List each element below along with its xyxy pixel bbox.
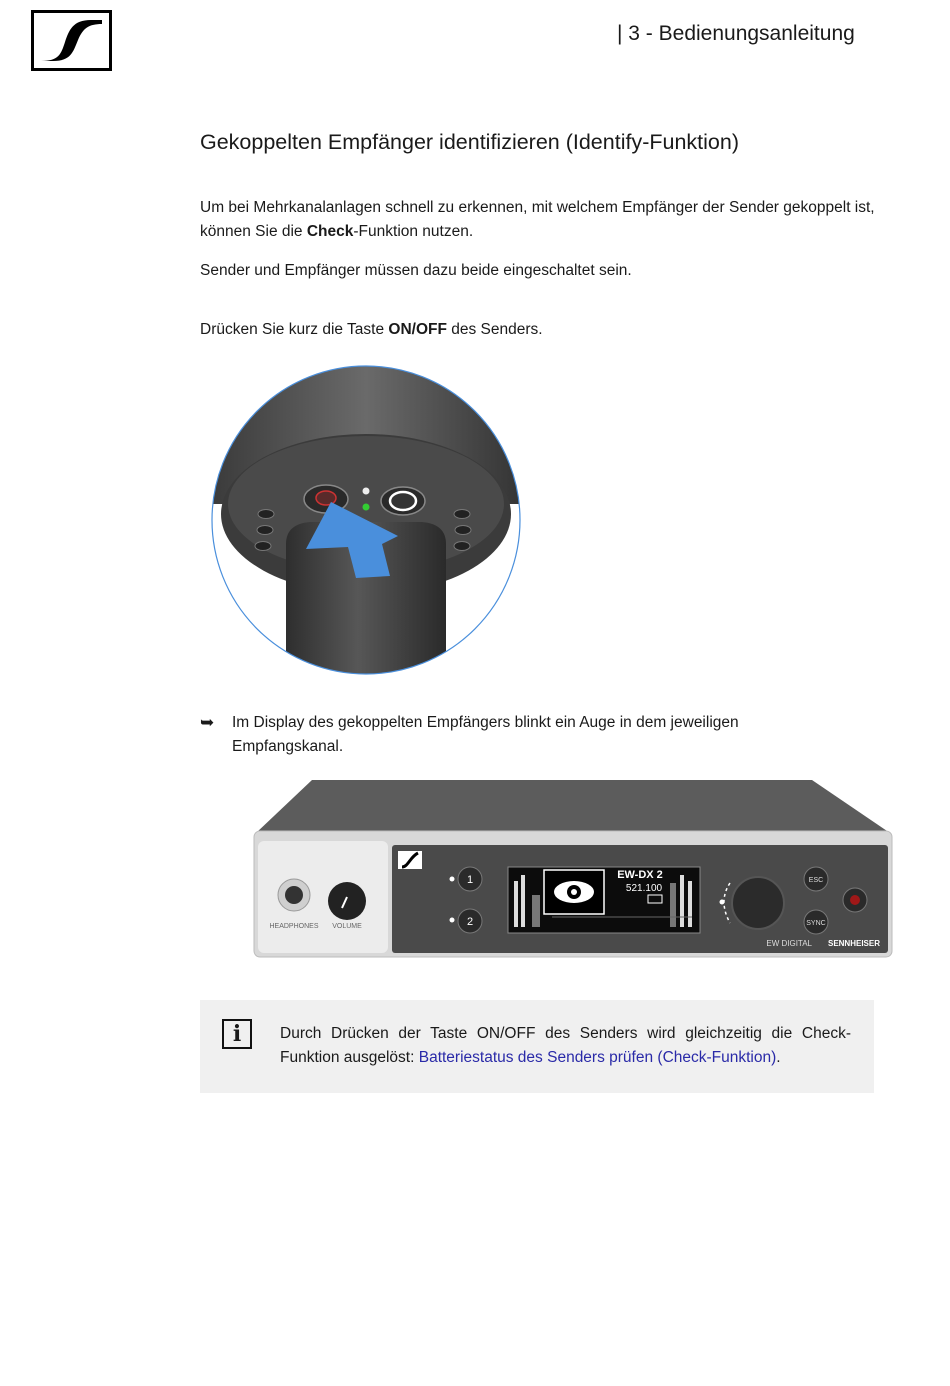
result-paragraph: [200, 711, 832, 759]
display-device-name: EW-DX 2: [617, 869, 663, 881]
info-box: [200, 1000, 874, 1093]
section-title: Gekoppelten Empfänger identifizieren (Identify-Funktion): [200, 130, 739, 154]
battery-check-link[interactable]: Batteriestatus des Senders prüfen (Check-Funktion): [418, 1049, 777, 1066]
sennheiser-logo: [31, 10, 112, 71]
channel-1-label: 1: [466, 874, 474, 886]
sync-label: SYNC: [806, 920, 826, 927]
result-arrow-icon: ➥: [200, 713, 215, 732]
requirement-paragraph: Sender und Empfänger müssen dazu beide eingeschaltet sein.: [200, 262, 632, 279]
receiver-illustration: [252, 775, 894, 961]
esc-label: ESC: [808, 877, 824, 884]
result-text: Im Display des gekoppelten Empfängers blinkt ein Auge in dem jeweiligen Empfangskanal.: [232, 714, 739, 755]
volume-label: VOLUME: [332, 923, 362, 930]
series-label: EW DIGITAL: [766, 939, 812, 948]
info-icon: i: [222, 1019, 252, 1049]
instruction-paragraph: Drücken Sie kurz die Taste ON/OFF des Senders.: [200, 321, 543, 338]
document-header-title: | 3 - Bedienungsanleitung: [617, 22, 855, 45]
transmitter-button-illustration: [210, 364, 522, 676]
display-frequency: 521.100: [625, 883, 663, 894]
brand-label: SENNHEISER: [827, 939, 880, 948]
channel-2-label: 2: [466, 916, 474, 928]
intro-paragraph: Um bei Mehrkanalanlagen schnell zu erkennen, mit welchem Empfänger der Sender gekoppelt ist, können Sie die Check-Funktion nutzen.: [200, 199, 875, 240]
onoff-keyword: ON/OFF: [388, 321, 447, 338]
info-text: Durch Drücken der Taste ON/OFF des Senders wird gleichzeitig die Check-Funktion ausgelöst: Batteriestatus des Senders prüfen (Check-Funktion).: [280, 1025, 851, 1066]
headphones-label: HEADPHONES: [269, 923, 319, 930]
check-keyword: Check: [306, 223, 354, 240]
